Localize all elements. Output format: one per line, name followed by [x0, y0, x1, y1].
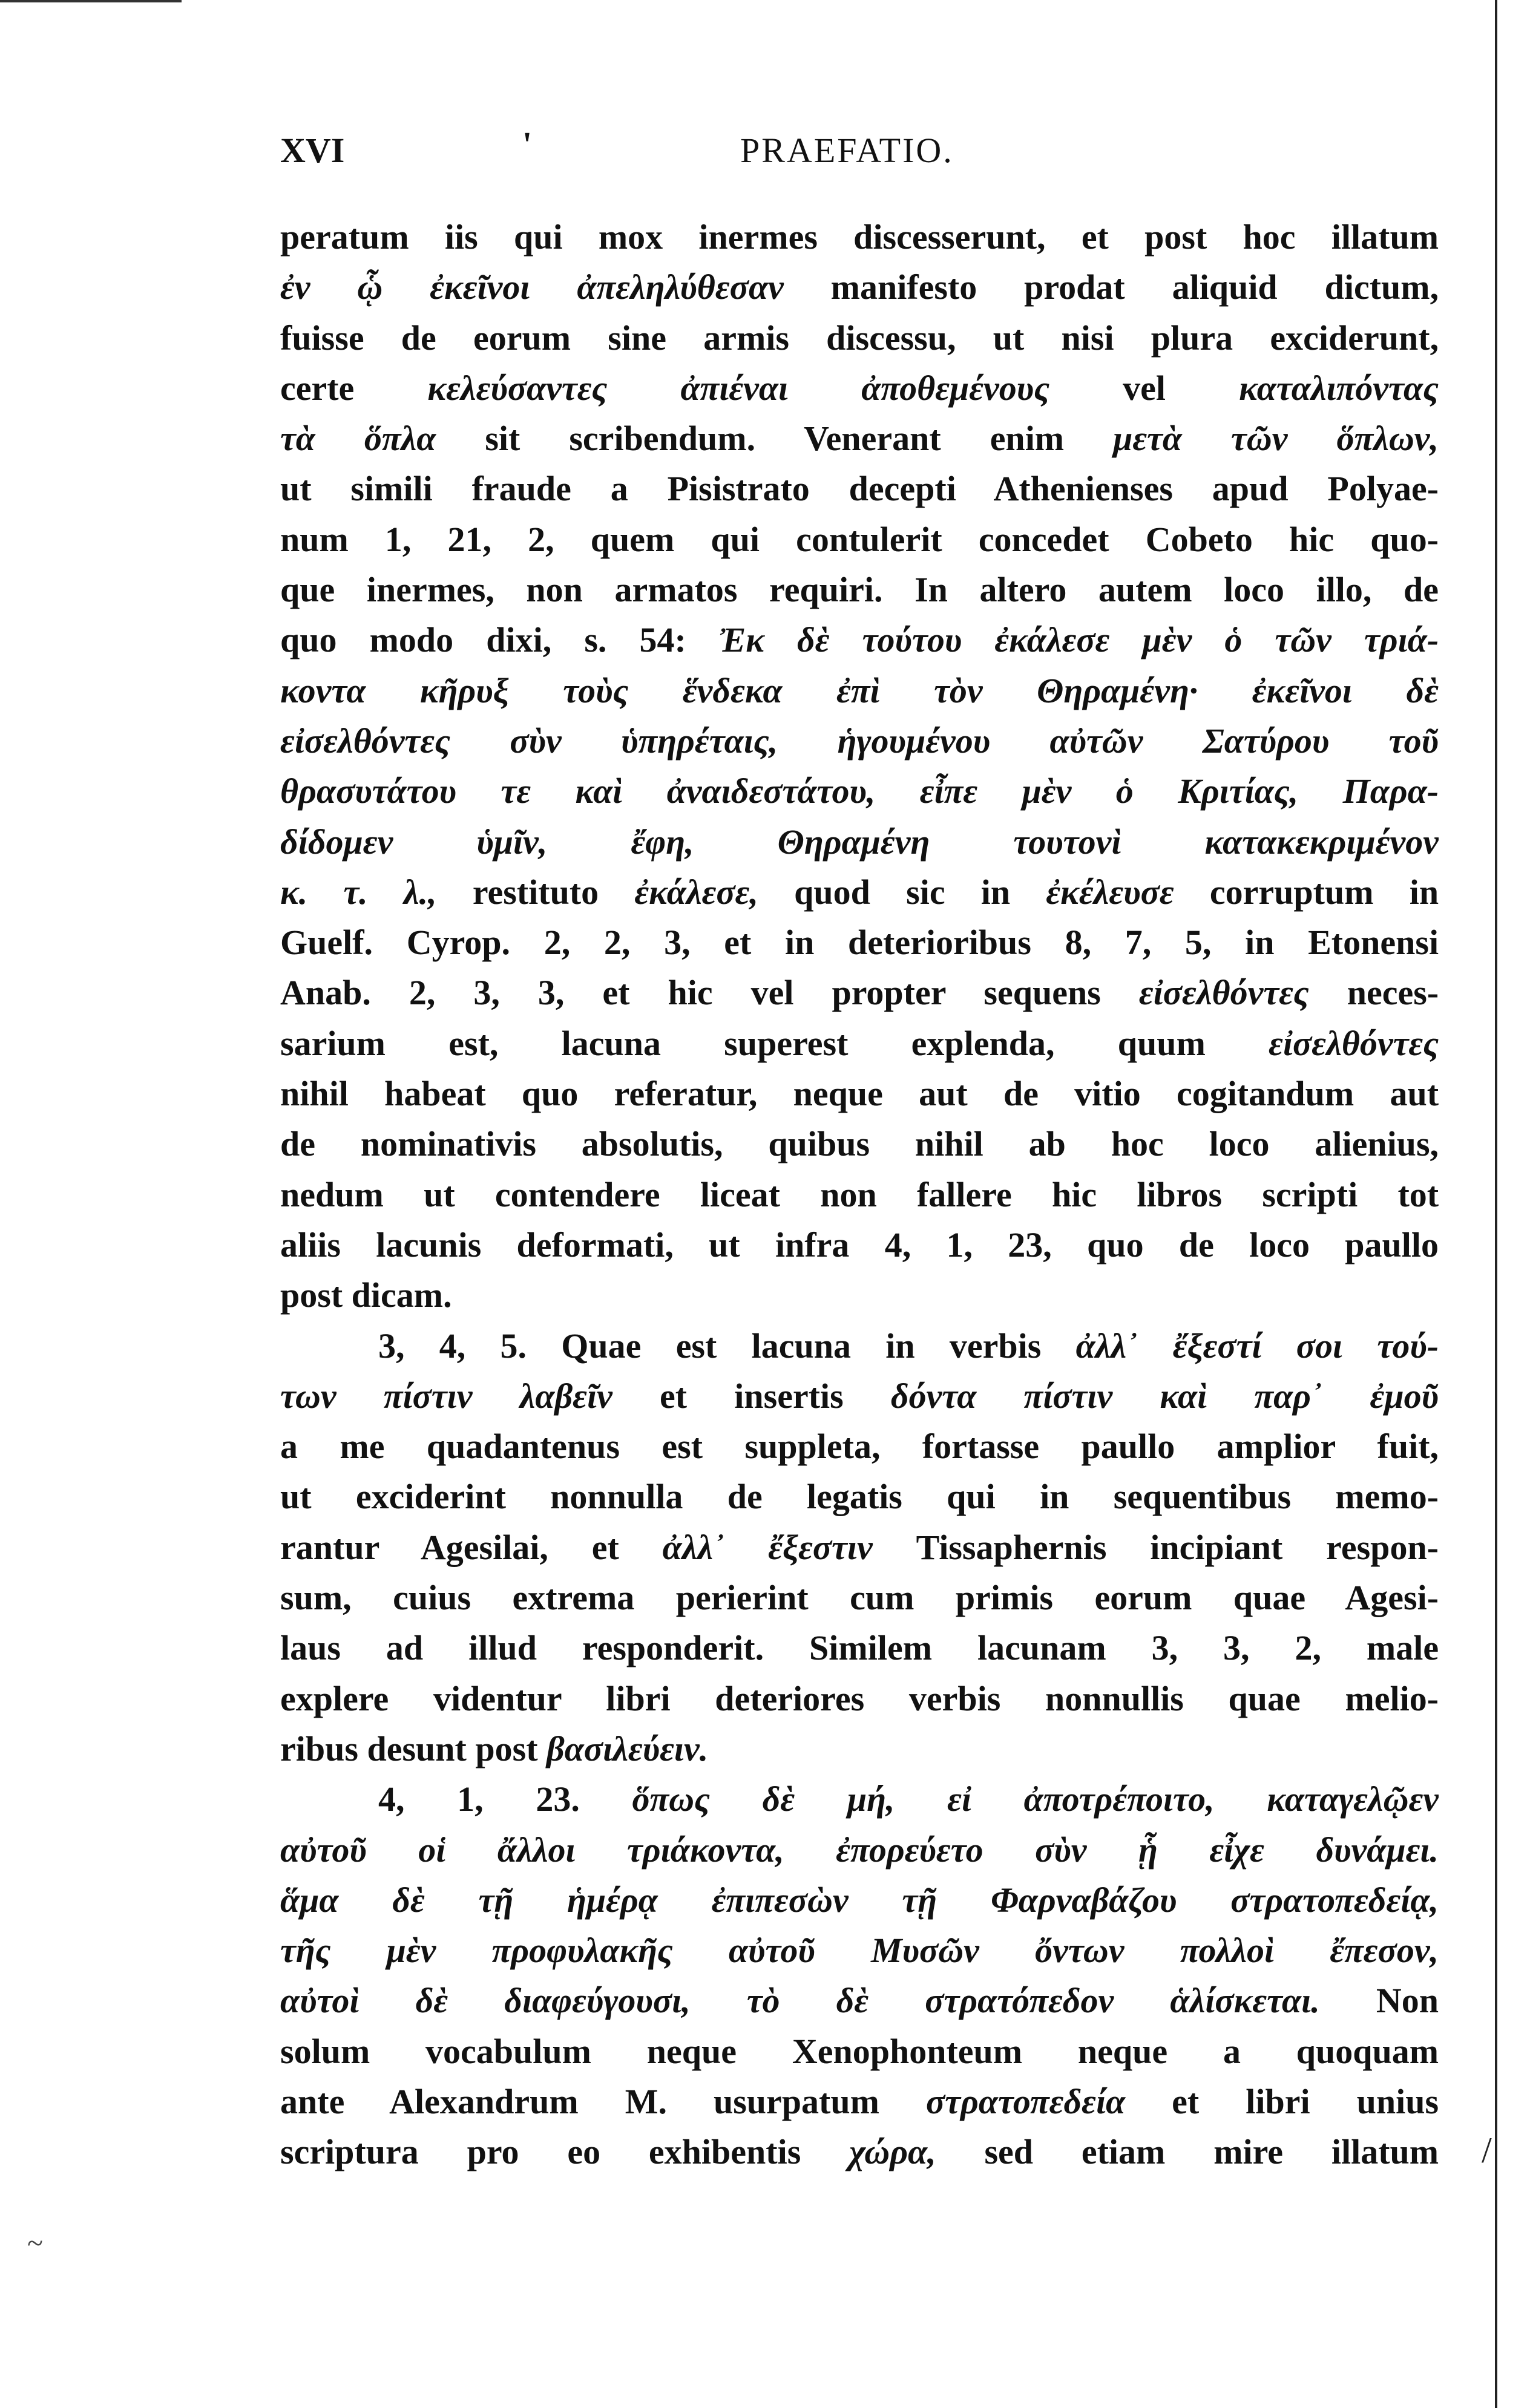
greek-word: εἰσελθόντες	[1138, 973, 1309, 1013]
greek-word: ἡγουμένου	[837, 721, 991, 761]
text-line: laus ad illud responderit. Similem lacunam 3, 3, 2, male	[280, 1628, 1439, 1668]
text-line: Guelf. Cyrop. 2, 2, 3, et in deterioribus 8, 7, 5, in Etonensi	[280, 923, 1439, 963]
greek-word: θρασυτάτου	[280, 771, 457, 811]
greek-word: τῇ	[478, 1880, 514, 1920]
greek-word: ἐκάλεσε,	[634, 872, 758, 912]
greek-word: δόντα	[890, 1376, 977, 1416]
text-line: κ. τ. λ., restituto ἐκάλεσε, quod sic in ἐκέλευσε corruptum in	[280, 872, 1439, 912]
greek-word: μὲν	[1142, 620, 1192, 660]
greek-word: αὐτῶν	[1049, 721, 1143, 761]
page-body	[280, 212, 1439, 2177]
greek-word: βασιλεύειν.	[547, 1729, 709, 1768]
greek-word: εἰσελθόντες	[1269, 1023, 1439, 1063]
text-line: nedum ut contendere liceat non fallere hic libros scripti tot	[280, 1174, 1439, 1214]
greek-word: Θηραμένη·	[1037, 670, 1198, 710]
text-line: quo modo dixi, s. 54: Ἐκ δὲ τούτου ἐκάλεσε μὲν ὁ τῶν τριά-	[280, 620, 1439, 660]
greek-word: Μυσῶν	[871, 1931, 979, 1971]
greek-word: τού-	[1377, 1326, 1439, 1366]
greek-word: προφυλακῆς	[491, 1931, 673, 1971]
greek-word: Ἐκ	[718, 620, 764, 660]
greek-word: ἐπὶ	[836, 670, 880, 710]
greek-word: τριά-	[1364, 620, 1439, 660]
greek-word: ἐκέλευσε	[1046, 872, 1174, 912]
greek-word: διαφεύγουσι,	[504, 1981, 691, 2021]
greek-word: ἅμα	[280, 1880, 339, 1920]
text-line: a me quadantenus est suppleta, fortasse paullo amplior fuit,	[280, 1427, 1439, 1467]
greek-word: ἕνδεκα	[682, 670, 783, 710]
greek-word: τοὺς	[563, 670, 629, 710]
greek-word: ἐπορεύετο	[836, 1830, 983, 1870]
greek-word: δίδομεν	[280, 822, 393, 862]
text-line: ἐν ᾧ ἐκεῖνοι ἀπεληλύθεσαν manifesto prodat aliquid dictum,	[280, 267, 1439, 307]
scan-edge-top	[0, 0, 182, 2]
scan-mark-left: ~	[27, 2227, 43, 2259]
greek-word: μή,	[847, 1779, 895, 1819]
text-line: τὰ ὅπλα sit scribendum. Venerant enim μετὰ τῶν ὅπλων,	[280, 419, 1439, 459]
text-line: Anab. 2, 3, 3, et hic vel propter sequens εἰσελθόντες neces-	[280, 973, 1439, 1013]
greek-word: στρατόπεδον	[925, 1981, 1114, 2021]
greek-word: τὸν	[934, 670, 983, 710]
page-number: XVI	[280, 131, 345, 170]
greek-word: εἰσελθόντες	[280, 721, 450, 761]
greek-word: δὲ	[762, 1779, 795, 1819]
greek-word: ὑπηρέταις,	[621, 721, 778, 761]
greek-word: μὲν	[386, 1931, 436, 1971]
text-line: solum vocabulum neque Xenophonteum neque a quoquam	[280, 2031, 1439, 2071]
greek-word: στρατοπεδείᾳ,	[1230, 1880, 1439, 1920]
greek-word: ἀπεληλύθεσαν	[577, 267, 784, 307]
greek-word: ἀναιδεστάτου,	[666, 771, 876, 811]
text-line: aliis lacunis deformati, ut infra 4, 1, 23, quo de loco paullo	[280, 1225, 1439, 1265]
greek-word: ἀλλ᾽	[662, 1527, 725, 1567]
greek-word: τριάκοντα,	[627, 1830, 784, 1870]
greek-word: εἰ	[947, 1779, 971, 1819]
greek-word: δὲ	[392, 1880, 425, 1920]
greek-word: αὐτοῦ	[728, 1931, 815, 1971]
greek-word: τῆς	[280, 1931, 331, 1971]
greek-word: Φαρναβάζου	[990, 1880, 1177, 1920]
greek-word: σὺν	[1035, 1830, 1087, 1870]
greek-word: λ.,	[403, 872, 437, 912]
greek-word: πίστιν	[1023, 1376, 1113, 1416]
greek-word: ἀποτρέποιτο,	[1023, 1779, 1215, 1819]
greek-word: ἐπιπεσὼν	[711, 1880, 849, 1920]
greek-word: καὶ	[1160, 1376, 1207, 1416]
text-line: que inermes, non armatos requiri. In altero autem loco illo, de	[280, 570, 1439, 610]
greek-word: λαβεῖν	[519, 1376, 612, 1416]
greek-word: Θηραμένη	[777, 822, 930, 862]
greek-word: ἐν	[280, 267, 310, 307]
greek-word: κοντα	[280, 670, 366, 710]
greek-word: των	[280, 1376, 337, 1416]
greek-word: τ.	[343, 872, 368, 912]
greek-word: ἀλλ᾽	[1075, 1326, 1138, 1366]
greek-word: κατακεκριμένον	[1204, 822, 1439, 862]
greek-word: δὲ	[836, 1981, 869, 2021]
text-line: ribus desunt post βασιλεύειν.	[280, 1729, 709, 1768]
page-header	[280, 125, 1439, 178]
text-line: αὐτοὶ δὲ διαφεύγουσι, τὸ δὲ στρατόπεδον ἁλίσκεται. Non	[280, 1981, 1439, 2021]
greek-word: εἶχε	[1209, 1830, 1264, 1870]
text-line	[280, 766, 1439, 816]
greek-word: ἐκάλεσε	[994, 620, 1110, 660]
greek-word: τῶν	[1275, 620, 1331, 660]
greek-word: αὐτοὶ	[280, 1981, 360, 2021]
greek-word: δὲ	[415, 1981, 448, 2021]
greek-word: καταγελῷεν	[1267, 1779, 1439, 1819]
text-line: num 1, 21, 2, quem qui contulerit concedet Cobeto hic quo-	[280, 519, 1439, 559]
text-line: post dicam.	[280, 1275, 452, 1315]
greek-word: Σατύρου	[1202, 721, 1330, 761]
text-line	[280, 1925, 1439, 1975]
greek-word: πίστιν	[383, 1376, 473, 1416]
greek-word: ὅπλων,	[1336, 419, 1439, 459]
text-line: ut exciderint nonnulla de legatis qui in sequentibus memo-	[280, 1477, 1439, 1517]
greek-word: ὄντων	[1035, 1931, 1125, 1971]
greek-word: Κριτίας,	[1178, 771, 1299, 811]
text-line: ante Alexandrum M. usurpatum στρατοπεδεία et libri unius	[280, 2081, 1439, 2121]
greek-word: ἔξεστιν	[768, 1527, 873, 1567]
text-line: sarium est, lacuna superest explenda, quum εἰσελθόντες	[280, 1023, 1439, 1063]
greek-word: στρατοπεδεία	[925, 2081, 1126, 2121]
text-line: των πίστιν λαβεῖν et insertis δόντα πίστιν καὶ παρ᾽ ἐμοῦ	[280, 1376, 1439, 1416]
greek-word: ἁλίσκεται.	[1170, 1981, 1320, 2021]
text-line: peratum iis qui mox inermes discesserunt, et post hoc illatum	[280, 217, 1439, 257]
greek-word: Παρα-	[1342, 771, 1439, 811]
greek-word: εἶπε	[919, 771, 978, 811]
greek-word: ὅπως	[632, 1779, 710, 1819]
greek-word: καταλιπόντας	[1239, 368, 1439, 408]
text-line: nihil habeat quo referatur, neque aut de vitio cogitandum aut	[280, 1074, 1439, 1114]
greek-word: ᾧ	[357, 267, 383, 307]
greek-word: ἀποθεμένους	[861, 368, 1050, 408]
greek-word: ἔπεσον,	[1330, 1931, 1439, 1971]
greek-word: κῆρυξ	[419, 670, 509, 710]
greek-word: αὐτοῦ	[280, 1830, 367, 1870]
running-title: PRAEFATIO.	[740, 131, 954, 170]
greek-word: ἐκεῖνοι	[430, 267, 530, 307]
scan-mark-right: /	[1482, 2130, 1492, 2170]
text-line: fuisse de eorum sine armis discessu, ut nisi plura exciderunt,	[280, 318, 1439, 358]
text-line	[280, 666, 1439, 716]
greek-word: σοι	[1296, 1326, 1343, 1366]
greek-word: ᾗ	[1138, 1830, 1158, 1870]
greek-word: τῶν	[1231, 419, 1288, 459]
greek-word: ἐκεῖνοι	[1252, 670, 1353, 710]
text-line: rantur Agesilai, et ἀλλ᾽ ἔξεστιν Tissaphernis incipiant respon-	[280, 1527, 1439, 1567]
greek-word: μετὰ	[1113, 419, 1183, 459]
greek-word: κ.	[280, 872, 308, 912]
scan-tick: '	[522, 125, 533, 164]
greek-word: τοῦ	[1388, 721, 1439, 761]
greek-word: παρ᾽	[1254, 1376, 1323, 1416]
scan-edge-right	[1495, 0, 1497, 2408]
text-line: de nominativis absolutis, quibus nihil ab hoc loco alienius,	[280, 1124, 1439, 1164]
greek-word: μὲν	[1022, 771, 1072, 811]
text-line: sum, cuius extrema perierint cum primis eorum quae Agesi-	[280, 1578, 1439, 1618]
greek-word: δὲ	[1406, 670, 1439, 710]
greek-word: ὅπλα	[364, 419, 436, 459]
text-line	[280, 716, 1439, 766]
greek-word: ἔξεστί	[1172, 1326, 1262, 1366]
greek-word: τὰ	[280, 419, 315, 459]
text-line	[280, 1825, 1439, 1875]
greek-word: ὁ	[1224, 620, 1243, 660]
text-line: scriptura pro eo exhibentis χώρα, sed etiam mire illatum	[280, 2132, 1439, 2172]
greek-word: δυνάμει.	[1316, 1830, 1439, 1870]
text-line	[280, 817, 1439, 867]
greek-word: τῇ	[902, 1880, 937, 1920]
greek-word: δὲ	[797, 620, 830, 660]
greek-word: καὶ	[575, 771, 623, 811]
greek-word: χώρα,	[849, 2132, 936, 2172]
greek-word: τούτου	[862, 620, 962, 660]
text-line: explere videntur libri deteriores verbis nonnullis quae melio-	[280, 1678, 1439, 1718]
greek-word: τὸ	[746, 1981, 780, 2021]
text-line: ut simili fraude a Pisistrato decepti Athenienses apud Polyae-	[280, 469, 1439, 509]
greek-word: ἡμέρᾳ	[567, 1880, 658, 1920]
greek-word: τε	[501, 771, 531, 811]
greek-word: οἱ	[418, 1830, 446, 1870]
greek-word: σὺν	[510, 721, 562, 761]
greek-word: τουτονὶ	[1013, 822, 1121, 862]
text-line: 3, 4, 5. Quae est lacuna in verbis ἀλλ᾽ ἔξεστί σοι τού-	[378, 1326, 1439, 1366]
greek-word: κελεύσαντες	[427, 368, 608, 408]
greek-word: ἔφη,	[631, 822, 694, 862]
greek-word: ὑμῖν,	[476, 822, 548, 862]
greek-word: ἀπιέναι	[680, 368, 789, 408]
text-line: 4, 1, 23. ὅπως δὲ μή, εἰ ἀποτρέποιτο, καταγελῷεν	[378, 1779, 1439, 1819]
text-line	[280, 1875, 1439, 1925]
greek-word: ἄλλοι	[497, 1830, 576, 1870]
greek-word: ἐμοῦ	[1370, 1376, 1439, 1416]
greek-word: ὁ	[1115, 771, 1134, 811]
greek-word: πολλοὶ	[1180, 1931, 1275, 1971]
text-line: certe κελεύσαντες ἀπιέναι ἀποθεμένους vel καταλιπόντας	[280, 368, 1439, 408]
